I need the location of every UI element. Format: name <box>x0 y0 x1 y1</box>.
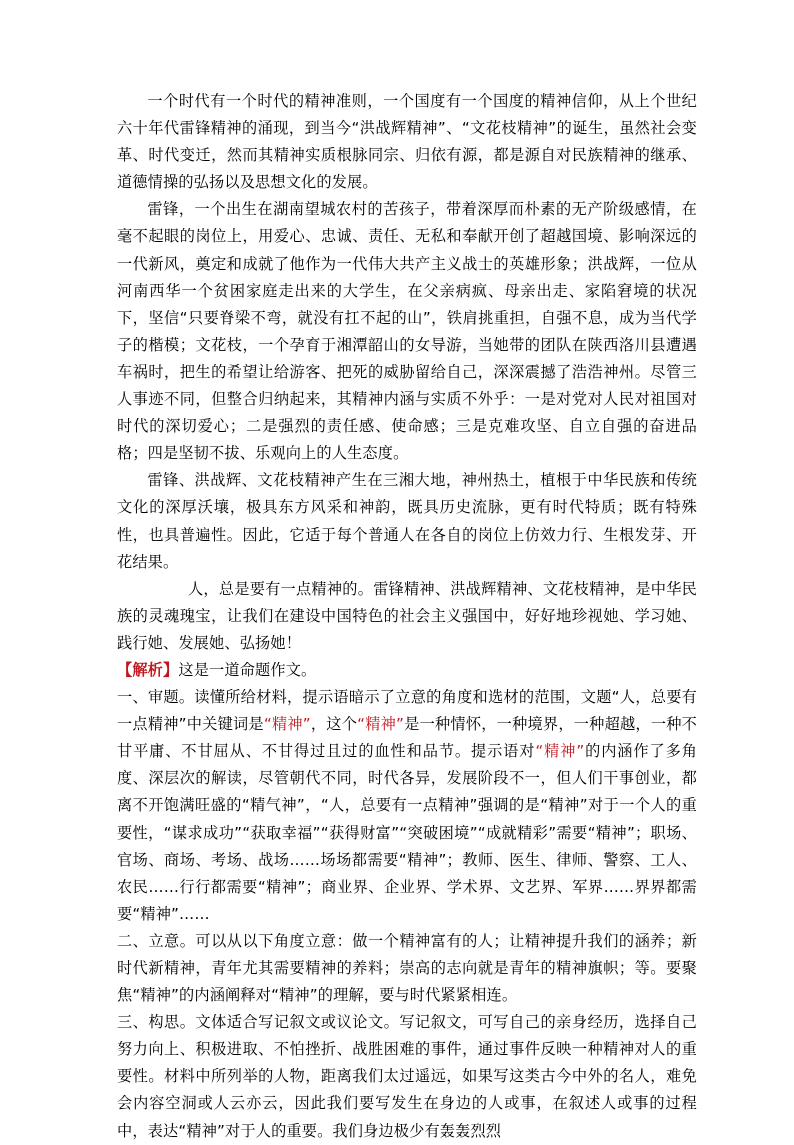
essay-paragraph-1: 一个时代有一个时代的精神准则，一个国度有一个国度的精神信仰，从上个世纪六十年代雷锋精神的涌现，到当今“洪战辉精神”、“文花枝精神”的诞生，虽然社会变革、时代变迁，然而其精神实质根脉同宗、归依有源，都是源自对民族精神的继承、道德情操的弘扬以及思想文化的发展。 <box>117 92 697 192</box>
keyword-jingshen-1: “精神” <box>263 715 311 734</box>
analysis-section-1 <box>117 684 697 928</box>
document-page <box>117 88 697 1145</box>
analysis-intro: 这是一道命题作文。 <box>178 660 317 679</box>
analysis-section-2: 二、立意。可以从以下角度立意：做一个精神富有的人；让精神提升我们的涵养；新时代新精神，青年尤其需要精神的养料；崇高的志向就是青年的精神旗帜；等。要聚焦“精神”的内涵阐释对“精神”的理解，要与时代紧紧相连。 <box>117 931 697 1005</box>
analysis-s1-text-g: 的内涵作了多角度、深层次的解读，尽管朝代不同，时代各异，发展阶段不一，但人们干事创业，都离不开饱满旺盛的“精气神”，“人，总要有一点精神”强调的是“精神”对于一个人的重要性，“谋求成功”“获取幸福”“获得财富”“突破困境”“成就精彩”需要“精神”；职场、官场、商场、考场、战场……场场都需要“精神”；教师、医生、律师、警察、工人、农民……行行都需要“精神”；商业界、企业界、学术界、文艺界、军界……界界都需要“精神”…… <box>117 742 697 923</box>
essay-paragraph-4: 人，总是要有一点精神的。雷锋精神、洪战辉精神、文花枝精神，是中华民族的灵魂瑰宝，让我们在建设中国特色的社会主义强国中，好好地珍视她、学习她、践行她、发展她、弘扬她！ <box>117 579 697 652</box>
analysis-s1-text-e: 是一种情怀，一种境界，一种超越，一种不甘平庸、不甘屈从、不甘得过且过的血性和品节。提示语对 <box>117 715 697 761</box>
essay-paragraph-2: 雷锋，一个出生在湖南望城农村的苦孩子，带着深厚而朴素的无产阶级感情，在毫不起眼的岗位上，用爱心、忠诚、责任、无私和奉献开创了超越国境、影响深远的一代新风，奠定和成就了他作为一代伟大共产主义战士的英雄形象；洪战辉，一位从河南西华一个贫困家庭走出来的大学生，在父亲病疯、母亲出走、家陷窘境的状况下，坚信“只要脊梁不弯，就没有扛不起的山”，铁肩挑重担，自强不息，成为当代学子的楷模；文花枝，一个孕育于湘潭韶山的女导游，当她带的团队在陕西洛川县遭遇车祸时，把生的希望让给游客、把死的威胁留给自己，深深震撼了浩浩神州。尽管三人事迹不同，但整合归纳起来，其精神内涵与实质不外乎：一是对党对人民对祖国对时代的深切爱心；二是强烈的责任感、使命感；三是克难攻坚、自立自强的奋进品格；四是坚韧不拔、乐观向上的人生态度。 <box>117 200 697 463</box>
essay-paragraph-3: 雷锋、洪战辉、文花枝精神产生在三湘大地，神州热土，植根于中华民族和传统文化的深厚沃壤，极具东方风采和神韵，既具历史流脉，更有时代特质；既有特殊性，也具普遍性。因此，它适于每个普通人在各自的岗位上仿效力行、生根发芽、开花结果。 <box>117 471 697 571</box>
analysis-heading <box>117 657 697 684</box>
keyword-jingshen-2: “精神” <box>357 715 405 734</box>
analysis-section-3: 三、构思。文体适合写记叙文或议论文。写记叙文，可写自己的亲身经历，选择自己努力向上、积极进取、不怕挫折、战胜困难的事件，通过事件反映一种精神对人的重要性。材料中所列举的人物，距离我们太过遥远，如果写这类古今中外的名人，难免会内容空洞或人云亦云，因此我们要写发生在身边的人或事，在叙述人或事的过程中，表达“精神”对于人的重要。我们身边极少有轰轰烈烈 <box>117 1013 697 1140</box>
analysis-s1-text-a: 一、审题。读懂所给材料，提示语暗示了立意的角度和选材的范围，文题“人，总要有一点精神”中关键词是 <box>117 688 697 734</box>
keyword-jingshen-3: “精神” <box>535 742 585 761</box>
analysis-s1-text-c: ，这个 <box>310 715 358 734</box>
analysis-label: 【解析】 <box>117 660 179 679</box>
